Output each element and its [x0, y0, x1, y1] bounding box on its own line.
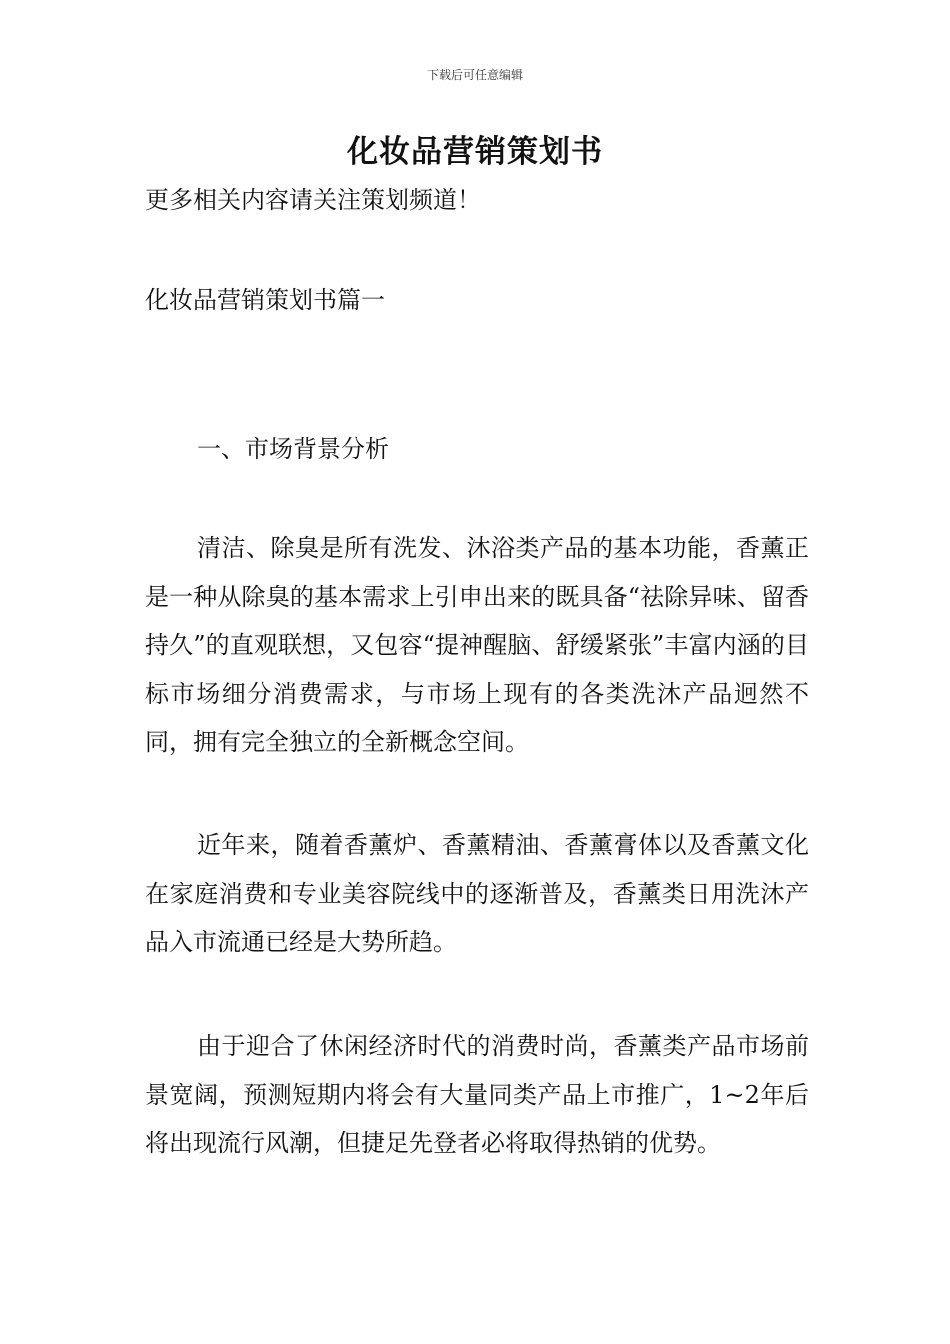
- paragraph-2: 近年来，随着香薰炉、香薰精油、香薰膏体以及香薰文化在家庭消费和专业美容院线中的逐渐普及，香薰类日用洗沐产品入市流通已经是大势所趋。: [145, 831, 809, 956]
- header-note: 下载后可任意编辑: [426, 68, 523, 82]
- subtitle: 更多相关内容请关注策划频道！: [145, 186, 481, 214]
- paragraph-1: 清洁、除臭是所有洗发、沐浴类产品的基本功能，香薰正是一种从除臭的基本需求上引申出来的既具备“祛除异味、留香持久”的直观联想，又包容“提神醒脑、舒缓紧张”丰富内涵的目标市场细分消费需求，与市场上现有的各类洗沐产品迥然不同，拥有完全独立的全新概念空间。: [145, 534, 809, 756]
- section-heading: 一、市场背景分析: [197, 435, 389, 463]
- document-title: 化妆品营销策划书: [347, 134, 603, 170]
- section-name: 化妆品营销策划书篇一: [145, 286, 385, 314]
- paragraph-3: 由于迎合了休闲经济时代的消费时尚，香薰类产品市场前景宽阔，预测短期内将会有大量同类产品上市推广，1~2年后将出现流行风潮，但捷足先登者必将取得热销的优势。: [145, 1032, 809, 1157]
